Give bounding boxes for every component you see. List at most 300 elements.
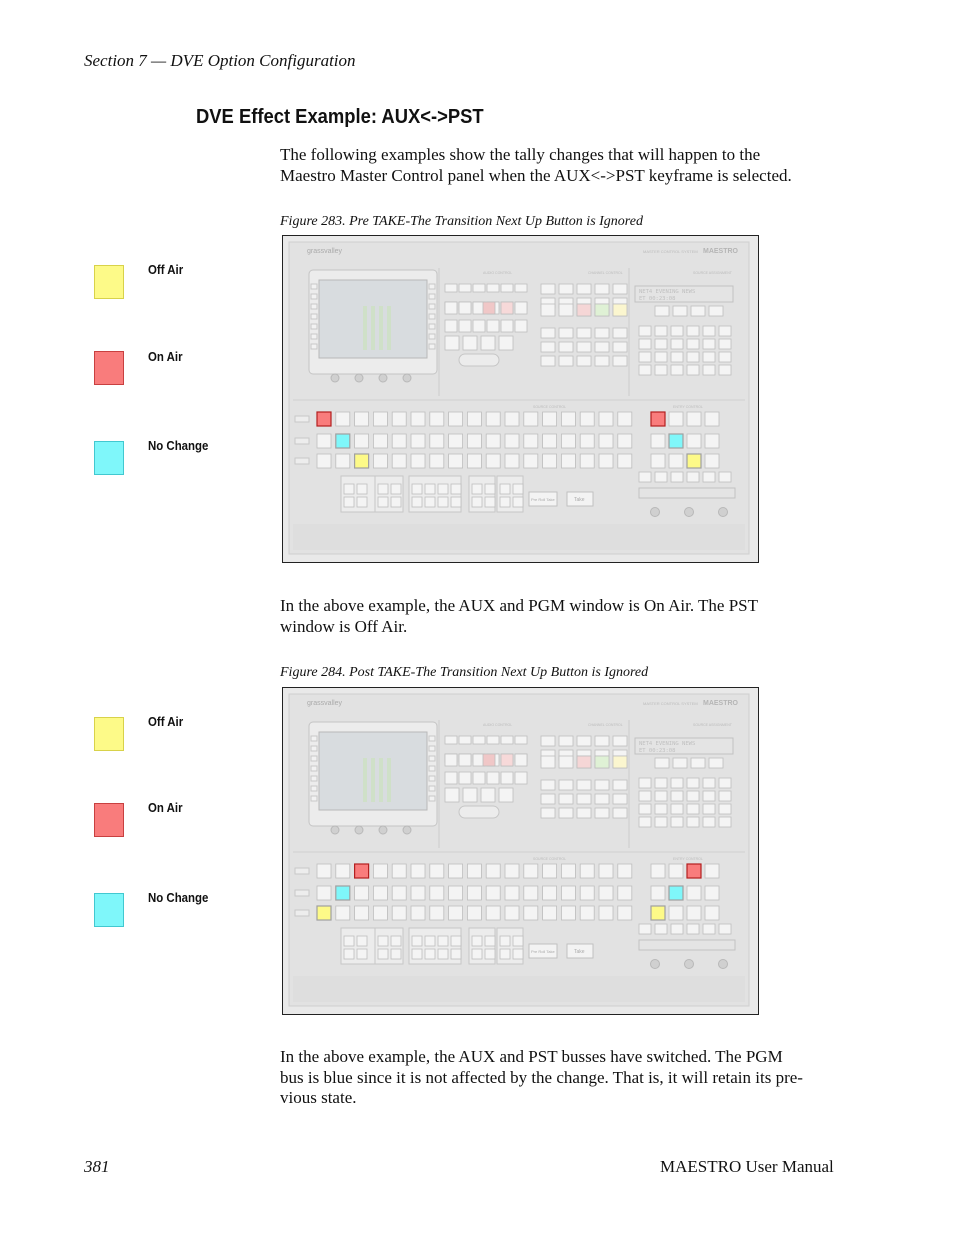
panel-button (719, 778, 731, 788)
panel-button (541, 794, 555, 804)
section-label: SOURCE CONTROL (533, 405, 567, 409)
lcd-soft-key (429, 284, 435, 289)
panel-button (438, 497, 448, 507)
panel-button (613, 736, 627, 746)
tally-button-on-air (651, 412, 665, 426)
rotary-knob (651, 960, 660, 969)
panel-button (501, 284, 513, 292)
panel-button (412, 497, 422, 507)
panel-button (559, 304, 573, 316)
panel-button (595, 780, 609, 790)
bus-button (392, 864, 406, 878)
bus-button (580, 434, 594, 448)
off-air-label: Off Air (148, 714, 184, 729)
bus-button (449, 412, 463, 426)
off-air-label: Off Air (148, 262, 184, 277)
panel-button (687, 339, 699, 349)
panel-button (639, 924, 651, 934)
panel-button (703, 339, 715, 349)
panel-button (559, 780, 573, 790)
panel-button (451, 936, 461, 946)
figure-283-panel (282, 235, 759, 563)
panel-button (472, 497, 482, 507)
preroll-take-label: Pre Roll Take (531, 949, 555, 954)
maestro-panel-diagram (283, 236, 757, 561)
panel-button (391, 497, 401, 507)
bus-button (449, 864, 463, 878)
bus-button (687, 412, 701, 426)
bus-button (580, 906, 594, 920)
panel-button (577, 780, 591, 790)
panel-button (515, 736, 527, 744)
panel-button (445, 754, 457, 766)
panel-button (577, 284, 591, 294)
panel-button (687, 924, 699, 934)
bus-button (505, 864, 519, 878)
panel-button (541, 756, 555, 768)
panel-button (639, 339, 651, 349)
panel-button (501, 320, 513, 332)
panel-button (687, 326, 699, 336)
meter-bar (363, 758, 367, 802)
bus-button (336, 906, 350, 920)
panel-button (515, 302, 527, 314)
rotary-knob (719, 960, 728, 969)
bus-button (505, 412, 519, 426)
rotary-knob (355, 374, 363, 382)
panel-button (595, 356, 609, 366)
lcd-soft-key (429, 324, 435, 329)
bus-button (705, 412, 719, 426)
no-change-label: No Change (148, 438, 209, 453)
bus-button (355, 906, 369, 920)
lcd-soft-key (311, 776, 317, 781)
bus-button (669, 412, 683, 426)
bus-button (355, 412, 369, 426)
bus-button (449, 454, 463, 468)
panel-button (595, 794, 609, 804)
on-air-label: On Air (148, 800, 183, 815)
lcd-soft-key (311, 304, 317, 309)
panel-button (655, 791, 667, 801)
panel-button (577, 356, 591, 366)
bus-button (580, 864, 594, 878)
panel-button (703, 472, 715, 482)
figure-283-caption: Figure 283. Pre TAKE-The Transition Next Up Button is Ignored (280, 214, 643, 229)
panel-button (719, 924, 731, 934)
lcd-soft-key (429, 786, 435, 791)
panel-button (595, 736, 609, 746)
bus-button (543, 454, 557, 468)
panel-button (487, 320, 499, 332)
panel-button (500, 497, 510, 507)
bus-button (392, 906, 406, 920)
panel-button (691, 758, 705, 768)
channel-tally-button (577, 304, 591, 316)
panel-button (459, 320, 471, 332)
panel-button (671, 365, 683, 375)
panel-button (541, 284, 555, 294)
panel-button (639, 817, 651, 827)
tally-button-no-change (669, 886, 683, 900)
panel-button (487, 284, 499, 292)
panel-button (703, 326, 715, 336)
panel-button (655, 326, 667, 336)
bus-label (295, 438, 309, 444)
take-label: Take (574, 497, 585, 503)
bus-button (705, 906, 719, 920)
bus-button (430, 906, 444, 920)
off-air-swatch (94, 717, 124, 751)
panel-button (639, 472, 651, 482)
display-line-1: NET4 EVENING NEWS (639, 289, 696, 295)
bus-button (618, 886, 632, 900)
panel-button (595, 808, 609, 818)
audio-tally-button (501, 754, 513, 766)
lcd-soft-key (429, 334, 435, 339)
entry-display (639, 940, 735, 950)
bus-button (618, 864, 632, 878)
panel-button (485, 949, 495, 959)
panel-button (687, 365, 699, 375)
bus-button (580, 886, 594, 900)
panel-button (451, 484, 461, 494)
panel-button (541, 780, 555, 790)
panel-button (687, 352, 699, 362)
audio-fader (459, 806, 499, 818)
lcd-soft-key (429, 344, 435, 349)
panel-button (472, 484, 482, 494)
lcd-soft-key (311, 324, 317, 329)
rotary-knob (719, 508, 728, 517)
panel-button (691, 306, 705, 316)
product-subtitle: MASTER CONTROL SYSTEM (643, 701, 698, 706)
panel-button (687, 817, 699, 827)
panel-button (391, 936, 401, 946)
panel-button (687, 791, 699, 801)
tally-button-off-air (355, 454, 369, 468)
panel-button (425, 497, 435, 507)
lcd-soft-key (429, 304, 435, 309)
lcd-soft-key (311, 766, 317, 771)
rotary-knob (685, 508, 694, 517)
panel-button (577, 808, 591, 818)
rotary-knob (651, 508, 660, 517)
lcd-soft-key (429, 796, 435, 801)
bus-button (373, 412, 387, 426)
panel-button (703, 791, 715, 801)
bus-button (336, 454, 350, 468)
panel-button (655, 352, 667, 362)
lcd-soft-key (429, 736, 435, 741)
lcd-soft-key (311, 736, 317, 741)
panel-button (671, 791, 683, 801)
lcd-soft-key (311, 314, 317, 319)
panel-button (671, 804, 683, 814)
tally-button-off-air (651, 906, 665, 920)
no-change-label: No Change (148, 890, 209, 905)
panel-button (445, 736, 457, 744)
panel-button (501, 772, 513, 784)
lcd-soft-key (311, 796, 317, 801)
panel-button (500, 936, 510, 946)
panel-button (719, 352, 731, 362)
panel-button (344, 949, 354, 959)
bus-button (618, 434, 632, 448)
panel-button (487, 772, 499, 784)
panel-button (673, 758, 687, 768)
panel-button (613, 808, 627, 818)
fig284-text-line-3: vious state. (280, 1088, 357, 1107)
bus-button (524, 412, 538, 426)
bus-button (355, 434, 369, 448)
lcd-soft-key (311, 294, 317, 299)
bus-label (295, 910, 309, 916)
panel-button (485, 936, 495, 946)
panel-button (671, 339, 683, 349)
panel-button (687, 804, 699, 814)
bus-label (295, 868, 309, 874)
panel-button (719, 339, 731, 349)
panel-button (595, 284, 609, 294)
panel-button (513, 936, 523, 946)
bus-button (467, 412, 481, 426)
panel-button (357, 497, 367, 507)
panel-button (613, 342, 627, 352)
panel-button (559, 794, 573, 804)
tally-button-off-air (317, 906, 331, 920)
bus-button (486, 412, 500, 426)
section-header: Section 7 — DVE Option Configuration (84, 51, 356, 70)
bus-button (561, 864, 575, 878)
panel-button (501, 736, 513, 744)
tally-button-on-air (317, 412, 331, 426)
panel-button (473, 320, 485, 332)
meter-bar (371, 758, 375, 802)
panel-button (687, 472, 699, 482)
tally-button-no-change (336, 434, 350, 448)
bus-button (669, 454, 683, 468)
section-label: ENTRY CONTROL (673, 857, 703, 861)
lcd-soft-key (311, 786, 317, 791)
panel-button (391, 484, 401, 494)
panel-button (719, 791, 731, 801)
panel-button (513, 949, 523, 959)
on-air-swatch (94, 803, 124, 837)
panel-button (671, 352, 683, 362)
panel-button (541, 808, 555, 818)
bus-button (317, 434, 331, 448)
lcd-soft-key (311, 746, 317, 751)
bus-button (467, 454, 481, 468)
bus-button (430, 412, 444, 426)
page-number: 381 (84, 1157, 110, 1176)
panel-button (577, 736, 591, 746)
rotary-knob (403, 826, 411, 834)
panel-button (459, 736, 471, 744)
bus-button (561, 412, 575, 426)
no-change-swatch (94, 441, 124, 475)
lcd-soft-key (429, 766, 435, 771)
figure-284-caption: Figure 284. Post TAKE-The Transition Next Up Button is Ignored (280, 665, 649, 680)
bus-button (411, 886, 425, 900)
bus-button (355, 886, 369, 900)
figure-284-panel (282, 687, 759, 1015)
panel-base (293, 976, 745, 1002)
bus-button (580, 412, 594, 426)
lcd-soft-key (311, 756, 317, 761)
panel-button (671, 778, 683, 788)
on-air-swatch (94, 351, 124, 385)
panel-button (451, 497, 461, 507)
panel-button (459, 302, 471, 314)
panel-button (613, 328, 627, 338)
bus-button (561, 434, 575, 448)
product-subtitle: MASTER CONTROL SYSTEM (643, 249, 698, 254)
bus-button (561, 906, 575, 920)
panel-button (391, 949, 401, 959)
off-air-swatch (94, 265, 124, 299)
panel-button (485, 484, 495, 494)
panel-button (719, 326, 731, 336)
bus-button (618, 454, 632, 468)
lcd-soft-key (311, 284, 317, 289)
panel-button (639, 326, 651, 336)
bus-button (486, 886, 500, 900)
take-label: Take (574, 949, 585, 955)
bus-button (618, 906, 632, 920)
section-label: SOURCE ASSIGNMENT (693, 271, 732, 275)
rotary-knob (403, 374, 411, 382)
tally-button-on-air (687, 864, 701, 878)
panel-button (357, 936, 367, 946)
bus-button (543, 864, 557, 878)
entry-display (639, 488, 735, 498)
panel-button (513, 484, 523, 494)
bus-label (295, 458, 309, 464)
panel-button (473, 772, 485, 784)
bus-button (486, 454, 500, 468)
section-label: SOURCE ASSIGNMENT (693, 723, 732, 727)
rotary-knob (379, 374, 387, 382)
panel-button (703, 804, 715, 814)
figure-284-explanation (280, 1047, 845, 1109)
panel-button (515, 772, 527, 784)
audio-tally-button (501, 302, 513, 314)
panel-button (445, 788, 459, 802)
panel-button (719, 804, 731, 814)
meter-bar (363, 306, 367, 350)
panel-button (671, 817, 683, 827)
panel-button (445, 284, 457, 292)
panel-button (445, 302, 457, 314)
bus-button (373, 906, 387, 920)
panel-button (378, 949, 388, 959)
fig284-text-line-2: bus is blue since it is not affected by the change. That is, it will retain its pre- (280, 1067, 803, 1087)
channel-tally-button (613, 756, 627, 768)
audio-tally-button (483, 302, 495, 314)
panel-button (513, 497, 523, 507)
panel-button (655, 339, 667, 349)
panel-button (425, 936, 435, 946)
display-line-2: ET 00:23:08 (639, 748, 676, 754)
product-logo: MAESTRO (703, 248, 738, 255)
audio-fader (459, 354, 499, 366)
lcd-soft-key (311, 344, 317, 349)
page-heading: DVE Effect Example: AUX<->PST (196, 106, 484, 128)
lcd-soft-key (429, 314, 435, 319)
bus-button (411, 454, 425, 468)
panel-button (639, 778, 651, 788)
panel-button (613, 794, 627, 804)
bus-button (486, 906, 500, 920)
panel-button (451, 949, 461, 959)
bus-button (687, 886, 701, 900)
rotary-knob (355, 826, 363, 834)
panel-button (473, 736, 485, 744)
panel-button (639, 804, 651, 814)
bus-button (543, 412, 557, 426)
panel-button (499, 788, 513, 802)
panel-button (595, 342, 609, 352)
bus-button (430, 454, 444, 468)
panel-button (671, 472, 683, 482)
panel-button (445, 320, 457, 332)
bus-button (599, 886, 613, 900)
panel-button (344, 936, 354, 946)
bus-button (449, 434, 463, 448)
panel-button (613, 780, 627, 790)
bus-button (669, 906, 683, 920)
bus-button (467, 864, 481, 878)
panel-button (378, 497, 388, 507)
bus-button (687, 906, 701, 920)
panel-button (515, 320, 527, 332)
panel-button (485, 497, 495, 507)
tally-button-on-air (355, 864, 369, 878)
panel-button (577, 794, 591, 804)
brand-logo-text: grassvalley (307, 700, 343, 707)
panel-button (655, 804, 667, 814)
panel-button (703, 924, 715, 934)
brand-logo-text: grassvalley (307, 248, 343, 255)
bus-button (524, 434, 538, 448)
panel-button (559, 342, 573, 352)
panel-button (357, 484, 367, 494)
bus-button (430, 864, 444, 878)
bus-button (467, 906, 481, 920)
bus-button (524, 886, 538, 900)
bus-button (599, 412, 613, 426)
panel-button (719, 817, 731, 827)
bus-button (467, 434, 481, 448)
panel-button (481, 788, 495, 802)
bus-button (373, 886, 387, 900)
meter-bar (387, 306, 391, 350)
intro-line-2: Maestro Master Control panel when the AUX<->PST keyframe is selected. (280, 165, 792, 185)
figure-283-explanation (280, 596, 845, 637)
bus-button (449, 886, 463, 900)
bus-button (599, 454, 613, 468)
channel-tally-button (577, 756, 591, 768)
panel-button (515, 754, 527, 766)
bus-label (295, 416, 309, 422)
bus-button (486, 434, 500, 448)
product-logo: MAESTRO (703, 700, 738, 707)
panel-button (655, 365, 667, 375)
bus-button (705, 864, 719, 878)
bus-button (651, 886, 665, 900)
